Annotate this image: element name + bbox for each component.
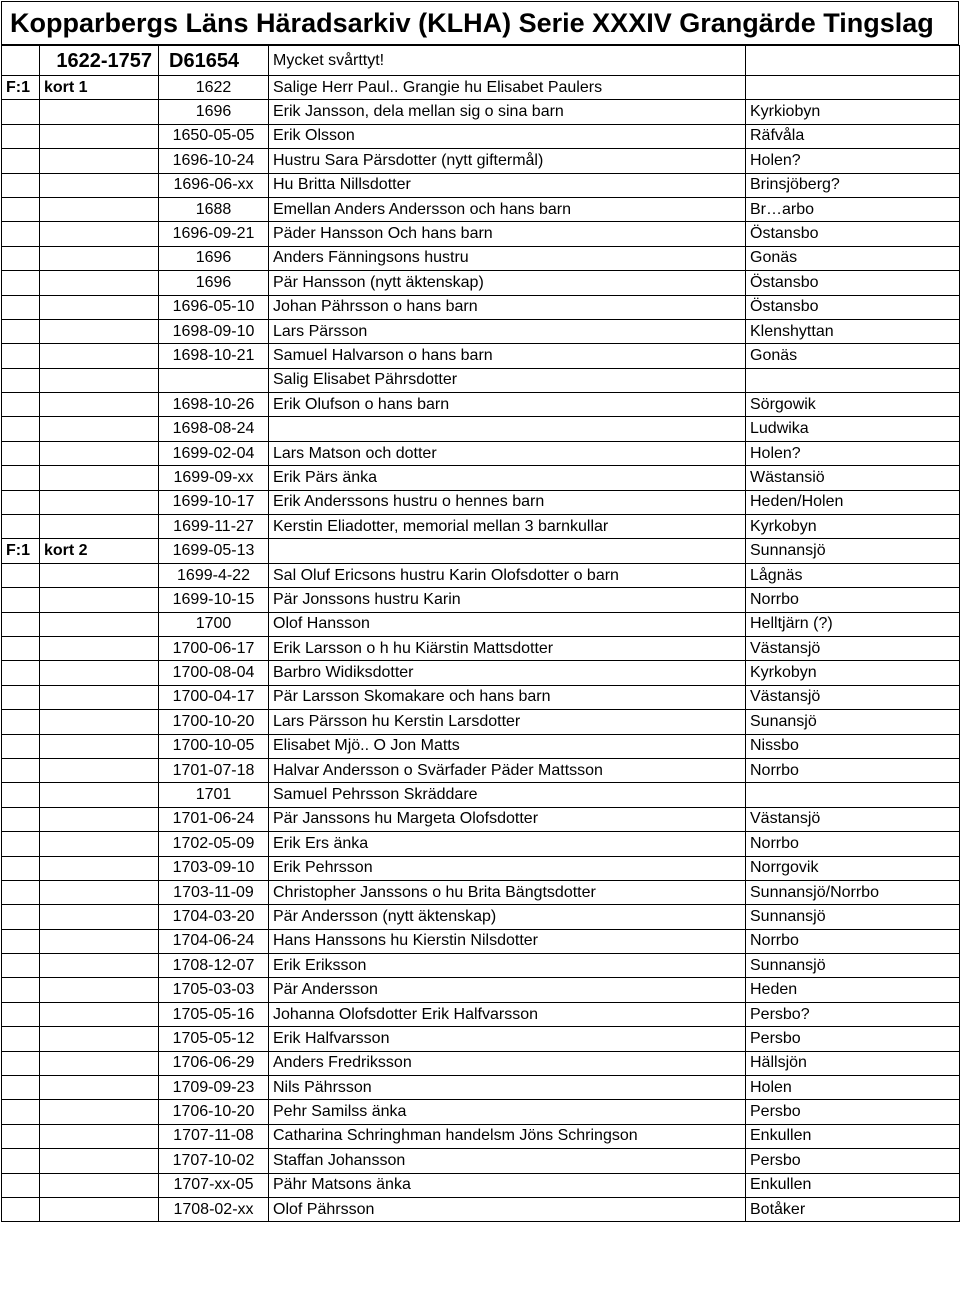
description-cell[interactable]: Erik Anderssons hustru o hennes barn [269,490,746,514]
description-cell[interactable]: Pär Hansson (nytt äktenskap) [269,271,746,295]
card-cell[interactable] [40,1076,159,1100]
description-cell[interactable]: Lars Pärsson hu Kerstin Larsdotter [269,710,746,734]
card-cell[interactable] [40,149,159,173]
description-cell[interactable]: Johan Pährsson o hans barn [269,295,746,319]
date-cell[interactable] [159,368,269,392]
header-note-cell[interactable]: Mycket svårttyt! [269,46,746,76]
box-cell[interactable] [2,466,40,490]
table-row [2,246,960,270]
place-cell[interactable]: Kyrkiobyn [746,100,960,124]
place-cell[interactable]: Botåker [746,1197,960,1221]
card-cell[interactable] [40,685,159,709]
description-cell[interactable]: Halvar Andersson o Svärfader Päder Mattsson [269,758,746,782]
date-cell[interactable]: 1696 [159,246,269,270]
date-cell[interactable]: 1707-xx-05 [159,1173,269,1197]
date-cell[interactable]: 1704-03-20 [159,905,269,929]
description-cell[interactable]: Erik Larsson o h hu Kiärstin Mattsdotter [269,636,746,660]
table-row [2,76,960,100]
table-row [2,563,960,587]
card-cell[interactable] [40,954,159,978]
date-cell[interactable]: 1699-11-27 [159,515,269,539]
description-cell[interactable]: Erik Pärs änka [269,466,746,490]
place-cell[interactable]: Sunnansjö [746,905,960,929]
place-cell[interactable]: Gonäs [746,344,960,368]
box-cell[interactable] [2,612,40,636]
place-cell[interactable]: Holen? [746,441,960,465]
card-cell[interactable] [40,978,159,1002]
place-cell[interactable]: Ludwika [746,417,960,441]
description-cell[interactable] [269,417,746,441]
card-cell[interactable] [40,856,159,880]
place-cell[interactable]: Enkullen [746,1124,960,1148]
place-cell[interactable]: Norrbo [746,929,960,953]
sheet-title: Kopparbergs Läns Häradsarkiv (KLHA) Serie XXXIV Grangärde Tingslag [1,1,959,45]
place-cell[interactable]: Klenshyttan [746,319,960,343]
records-table [1,45,960,1222]
description-cell[interactable]: Pähr Matsons änka [269,1173,746,1197]
header-blank-cell[interactable] [2,46,40,76]
card-cell[interactable] [40,636,159,660]
box-cell[interactable] [2,124,40,148]
place-cell[interactable]: Persbo [746,1027,960,1051]
box-cell[interactable] [2,173,40,197]
date-cell[interactable]: 1698-10-26 [159,393,269,417]
table-row [2,295,960,319]
place-cell[interactable]: Norrbo [746,588,960,612]
description-cell[interactable]: Lars Pärsson [269,319,746,343]
table-row [2,1173,960,1197]
table-row [2,685,960,709]
box-cell[interactable] [2,1002,40,1026]
date-cell[interactable]: 1700-10-05 [159,734,269,758]
place-cell[interactable]: Heden/Holen [746,490,960,514]
box-cell[interactable] [2,515,40,539]
table-row [2,222,960,246]
box-cell[interactable] [2,758,40,782]
description-cell[interactable]: Pär Andersson (nytt äktenskap) [269,905,746,929]
box-cell[interactable] [2,978,40,1002]
box-cell[interactable] [2,783,40,807]
description-cell[interactable]: Erik Eriksson [269,954,746,978]
box-cell[interactable] [2,880,40,904]
card-cell[interactable] [40,1051,159,1075]
box-cell[interactable] [2,393,40,417]
description-cell[interactable] [269,539,746,563]
box-cell[interactable] [2,929,40,953]
date-cell[interactable]: 1688 [159,197,269,221]
card-cell[interactable] [40,783,159,807]
card-cell[interactable] [40,734,159,758]
table-row [2,1149,960,1173]
header-volume-cell[interactable]: D61654 [159,46,269,76]
description-cell[interactable]: Erik Olufson o hans barn [269,393,746,417]
place-cell[interactable]: Sunansjö [746,710,960,734]
table-row [2,344,960,368]
date-cell[interactable]: 1700-04-17 [159,685,269,709]
place-cell[interactable]: Gonäs [746,246,960,270]
card-cell[interactable] [40,1149,159,1173]
box-cell[interactable] [2,1076,40,1100]
place-cell[interactable]: Br…arbo [746,197,960,221]
place-cell[interactable]: Persbo [746,1149,960,1173]
box-cell[interactable]: F:1 [2,76,40,100]
date-cell[interactable]: 1701-06-24 [159,807,269,831]
table-row [2,417,960,441]
card-cell[interactable] [40,1197,159,1221]
box-cell[interactable] [2,222,40,246]
table-row [2,978,960,1002]
date-cell[interactable]: 1699-10-15 [159,588,269,612]
description-cell[interactable]: Kerstin Eliadotter, memorial mellan 3 barnkullar [269,515,746,539]
date-cell[interactable]: 1707-11-08 [159,1124,269,1148]
date-cell[interactable]: 1699-4-22 [159,563,269,587]
card-cell[interactable]: kort 2 [40,539,159,563]
place-cell[interactable]: Persbo? [746,1002,960,1026]
box-cell[interactable] [2,832,40,856]
description-cell[interactable]: Sal Oluf Ericsons hustru Karin Olofsdotter o barn [269,563,746,587]
place-cell[interactable]: Östansbo [746,295,960,319]
place-cell[interactable]: Kyrkobyn [746,515,960,539]
header-years-cell[interactable]: 1622-1757 [40,46,159,76]
box-cell[interactable] [2,1149,40,1173]
table-row [2,612,960,636]
date-cell[interactable]: 1705-05-16 [159,1002,269,1026]
place-cell[interactable]: Östansbo [746,222,960,246]
spreadsheet [1,1,959,1298]
box-cell[interactable] [2,368,40,392]
description-cell[interactable]: Nils Pährsson [269,1076,746,1100]
table-row [2,783,960,807]
description-cell[interactable]: Anders Fänningsons hustru [269,246,746,270]
description-cell[interactable]: Päder Hansson Och hans barn [269,222,746,246]
box-cell[interactable] [2,685,40,709]
card-cell[interactable] [40,880,159,904]
card-cell[interactable]: kort 1 [40,76,159,100]
description-cell[interactable]: Olof Pährsson [269,1197,746,1221]
place-cell[interactable]: Västansjö [746,685,960,709]
table-row [2,466,960,490]
description-cell[interactable]: Erik Olsson [269,124,746,148]
date-cell[interactable]: 1698-08-24 [159,417,269,441]
box-cell[interactable] [2,954,40,978]
description-cell[interactable]: Erik Pehrsson [269,856,746,880]
table-row [2,832,960,856]
description-cell[interactable]: Pehr Samilss änka [269,1100,746,1124]
date-cell[interactable]: 1706-10-20 [159,1100,269,1124]
description-cell[interactable]: Hustru Sara Pärsdotter (nytt giftermål) [269,149,746,173]
box-cell[interactable] [2,905,40,929]
table-row [2,393,960,417]
card-cell[interactable] [40,197,159,221]
table-row [2,905,960,929]
place-cell[interactable]: Holen? [746,149,960,173]
table-row [2,1076,960,1100]
description-cell[interactable]: Elisabet Mjö.. O Jon Matts [269,734,746,758]
date-cell[interactable]: 1696 [159,100,269,124]
date-cell[interactable]: 1699-10-17 [159,490,269,514]
table-row [2,1002,960,1026]
place-cell[interactable]: Sörgowik [746,393,960,417]
box-cell[interactable] [2,344,40,368]
description-cell[interactable]: Pär Larsson Skomakare och hans barn [269,685,746,709]
card-cell[interactable] [40,173,159,197]
date-cell[interactable]: 1700-08-04 [159,661,269,685]
box-cell[interactable] [2,271,40,295]
description-cell[interactable]: Hans Hanssons hu Kierstin Nilsdotter [269,929,746,953]
date-cell[interactable]: 1703-11-09 [159,880,269,904]
card-cell[interactable] [40,612,159,636]
card-cell[interactable] [40,1124,159,1148]
table-row [2,149,960,173]
description-cell[interactable]: Samuel Halvarson o hans barn [269,344,746,368]
card-cell[interactable] [40,661,159,685]
box-cell[interactable] [2,856,40,880]
date-cell[interactable]: 1701-07-18 [159,758,269,782]
date-cell[interactable]: 1699-09-xx [159,466,269,490]
date-cell[interactable]: 1705-03-03 [159,978,269,1002]
card-cell[interactable] [40,124,159,148]
card-cell[interactable] [40,1100,159,1124]
description-cell[interactable]: Erik Ers änka [269,832,746,856]
table-row [2,954,960,978]
box-cell[interactable] [2,734,40,758]
card-cell[interactable] [40,490,159,514]
box-cell[interactable] [2,319,40,343]
date-cell[interactable]: 1699-02-04 [159,441,269,465]
date-cell[interactable]: 1708-12-07 [159,954,269,978]
description-cell[interactable]: Pär Janssons hu Margeta Olofsdotter [269,807,746,831]
description-cell[interactable]: Barbro Widiksdotter [269,661,746,685]
card-cell[interactable] [40,832,159,856]
place-cell[interactable]: Sunnansjö [746,954,960,978]
date-cell[interactable]: 1699-05-13 [159,539,269,563]
table-row [2,856,960,880]
place-cell[interactable]: Nissbo [746,734,960,758]
box-cell[interactable]: F:1 [2,539,40,563]
table-row [2,319,960,343]
table-row [2,490,960,514]
date-cell[interactable]: 1705-05-12 [159,1027,269,1051]
date-cell[interactable]: 1707-10-02 [159,1149,269,1173]
description-cell[interactable]: Erik Jansson, dela mellan sig o sina barn [269,100,746,124]
place-cell[interactable] [746,368,960,392]
date-cell[interactable]: 1650-05-05 [159,124,269,148]
card-cell[interactable] [40,905,159,929]
date-cell[interactable]: 1696-05-10 [159,295,269,319]
table-row [2,539,960,563]
description-cell[interactable]: Salige Herr Paul.. Grangie hu Elisabet Paulers [269,76,746,100]
card-cell[interactable] [40,807,159,831]
place-cell[interactable]: Hällsjön [746,1051,960,1075]
place-cell[interactable]: Norrbo [746,832,960,856]
date-cell[interactable]: 1622 [159,76,269,100]
description-cell[interactable]: Catharina Schringhman handelsm Jöns Schringson [269,1124,746,1148]
description-cell[interactable]: Pär Andersson [269,978,746,1002]
place-cell[interactable] [746,783,960,807]
place-cell[interactable]: Heden [746,978,960,1002]
box-cell[interactable] [2,1197,40,1221]
place-cell[interactable]: Lågnäs [746,563,960,587]
description-cell[interactable]: Johanna Olofsdotter Erik Halfvarsson [269,1002,746,1026]
card-cell[interactable] [40,515,159,539]
table-row [2,1100,960,1124]
table-row [2,661,960,685]
place-cell[interactable]: Norrbo [746,758,960,782]
box-cell[interactable] [2,1027,40,1051]
place-cell[interactable]: Kyrkobyn [746,661,960,685]
description-cell[interactable]: Lars Matson och dotter [269,441,746,465]
card-cell[interactable] [40,100,159,124]
box-cell[interactable] [2,441,40,465]
date-cell[interactable]: 1706-06-29 [159,1051,269,1075]
header-row [2,46,960,76]
date-cell[interactable]: 1696-06-xx [159,173,269,197]
table-row [2,1027,960,1051]
table-row [2,880,960,904]
records-body [2,46,960,1222]
card-cell[interactable] [40,758,159,782]
header-empty-cell[interactable] [746,46,960,76]
table-row [2,100,960,124]
description-cell[interactable]: Olof Hansson [269,612,746,636]
date-cell[interactable]: 1709-09-23 [159,1076,269,1100]
box-cell[interactable] [2,100,40,124]
table-row [2,929,960,953]
date-cell[interactable]: 1698-10-21 [159,344,269,368]
date-cell[interactable]: 1701 [159,783,269,807]
place-cell[interactable]: Persbo [746,1100,960,1124]
box-cell[interactable] [2,417,40,441]
box-cell[interactable] [2,295,40,319]
place-cell[interactable]: Enkullen [746,1173,960,1197]
date-cell[interactable]: 1696-10-24 [159,149,269,173]
box-cell[interactable] [2,636,40,660]
place-cell[interactable]: Östansbo [746,271,960,295]
card-cell[interactable] [40,222,159,246]
box-cell[interactable] [2,1173,40,1197]
card-cell[interactable] [40,710,159,734]
place-cell[interactable] [746,76,960,100]
box-cell[interactable] [2,1124,40,1148]
place-cell[interactable]: Västansjö [746,636,960,660]
card-cell[interactable] [40,441,159,465]
box-cell[interactable] [2,807,40,831]
date-cell[interactable]: 1704-06-24 [159,929,269,953]
card-cell[interactable] [40,417,159,441]
place-cell[interactable]: Norrgovik [746,856,960,880]
table-row [2,588,960,612]
box-cell[interactable] [2,563,40,587]
box-cell[interactable] [2,1051,40,1075]
table-row [2,636,960,660]
description-cell[interactable]: Salig Elisabet Pährsdotter [269,368,746,392]
box-cell[interactable] [2,149,40,173]
box-cell[interactable] [2,588,40,612]
description-cell[interactable]: Erik Halfvarsson [269,1027,746,1051]
card-cell[interactable] [40,563,159,587]
date-cell[interactable]: 1700-06-17 [159,636,269,660]
card-cell[interactable] [40,271,159,295]
card-cell[interactable] [40,1173,159,1197]
card-cell[interactable] [40,466,159,490]
date-cell[interactable]: 1700-10-20 [159,710,269,734]
place-cell[interactable]: Sunnansjö [746,539,960,563]
date-cell[interactable]: 1696-09-21 [159,222,269,246]
table-row [2,368,960,392]
date-cell[interactable]: 1703-09-10 [159,856,269,880]
description-cell[interactable]: Pär Jonssons hustru Karin [269,588,746,612]
table-row [2,515,960,539]
table-row [2,807,960,831]
card-cell[interactable] [40,295,159,319]
table-row [2,1124,960,1148]
description-cell[interactable]: Emellan Anders Andersson och hans barn [269,197,746,221]
box-cell[interactable] [2,1100,40,1124]
place-cell[interactable]: Holen [746,1076,960,1100]
card-cell[interactable] [40,1027,159,1051]
date-cell[interactable]: 1696 [159,271,269,295]
card-cell[interactable] [40,319,159,343]
card-cell[interactable] [40,368,159,392]
date-cell[interactable]: 1702-05-09 [159,832,269,856]
date-cell[interactable]: 1708-02-xx [159,1197,269,1221]
description-cell[interactable]: Christopher Janssons o hu Brita Bängtsdotter [269,880,746,904]
table-row [2,1197,960,1221]
table-row [2,173,960,197]
date-cell[interactable]: 1700 [159,612,269,636]
table-row [2,197,960,221]
place-cell[interactable]: Wästansiö [746,466,960,490]
box-cell[interactable] [2,246,40,270]
table-row [2,734,960,758]
card-cell[interactable] [40,1002,159,1026]
card-cell[interactable] [40,344,159,368]
box-cell[interactable] [2,490,40,514]
table-row [2,124,960,148]
table-row [2,1051,960,1075]
description-cell[interactable]: Samuel Pehrsson Skräddare [269,783,746,807]
place-cell[interactable]: Räfvåla [746,124,960,148]
place-cell[interactable]: Brinsjöberg? [746,173,960,197]
table-row [2,271,960,295]
description-cell[interactable]: Anders Fredriksson [269,1051,746,1075]
box-cell[interactable] [2,710,40,734]
place-cell[interactable]: Västansjö [746,807,960,831]
description-cell[interactable]: Staffan Johansson [269,1149,746,1173]
place-cell[interactable]: Sunnansjö/Norrbo [746,880,960,904]
card-cell[interactable] [40,929,159,953]
box-cell[interactable] [2,661,40,685]
table-row [2,710,960,734]
place-cell[interactable]: Helltjärn (?) [746,612,960,636]
table-row [2,758,960,782]
box-cell[interactable] [2,197,40,221]
date-cell[interactable]: 1698-09-10 [159,319,269,343]
table-row [2,441,960,465]
card-cell[interactable] [40,246,159,270]
description-cell[interactable]: Hu Britta Nillsdotter [269,173,746,197]
card-cell[interactable] [40,393,159,417]
card-cell[interactable] [40,588,159,612]
